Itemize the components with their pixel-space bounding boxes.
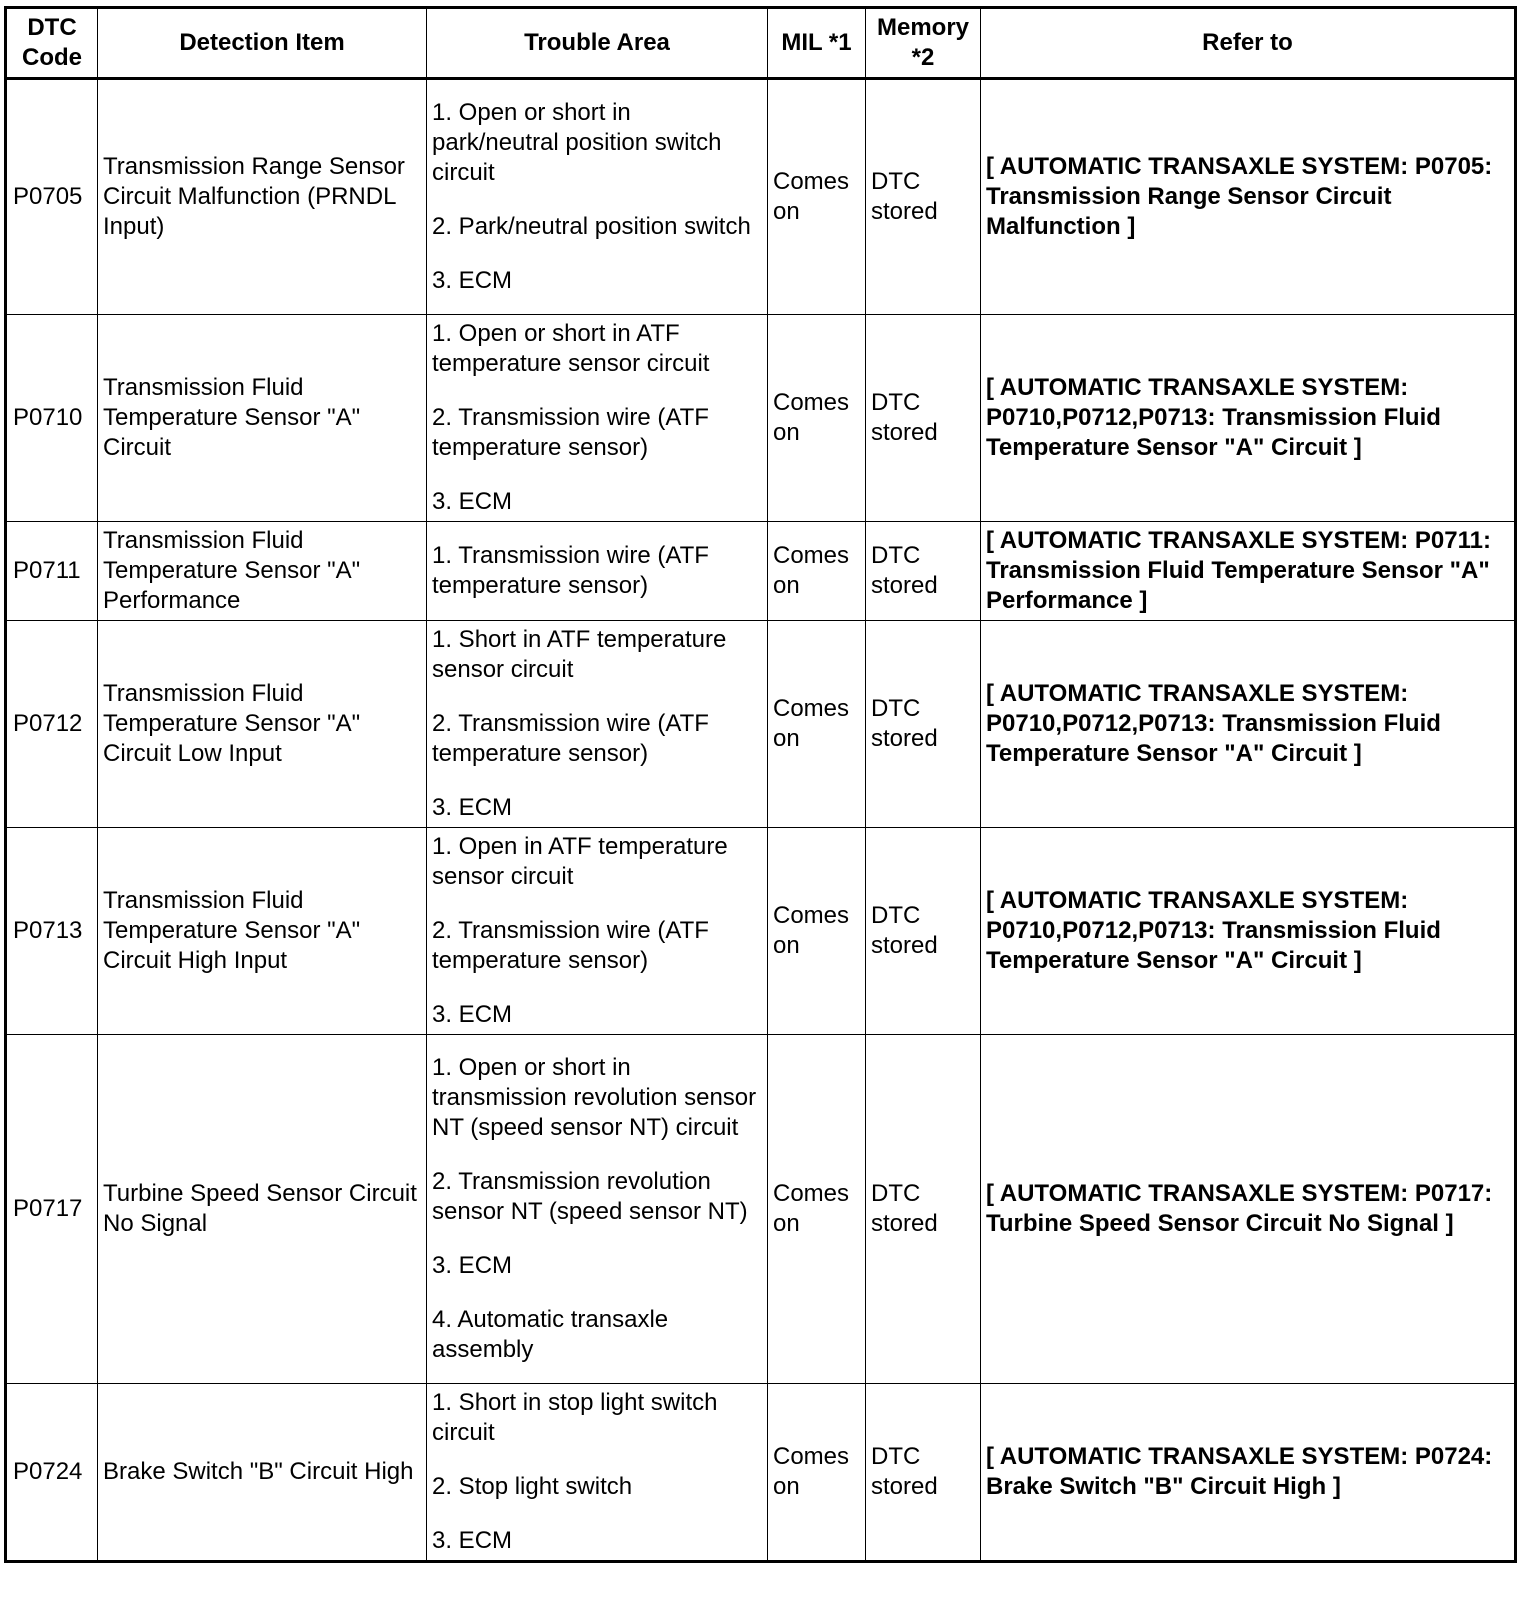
trouble-area-cell bbox=[427, 621, 768, 828]
detection-item-cell: Transmission Fluid Temperature Sensor "A" Circuit Low Input bbox=[98, 621, 427, 828]
trouble-area-item: 3. ECM bbox=[432, 267, 513, 294]
trouble-area-item: 2. Transmission revolution sensor NT (speed sensor NT) bbox=[432, 1168, 748, 1225]
memory-cell: DTC stored bbox=[866, 621, 981, 828]
trouble-area-cell bbox=[427, 828, 768, 1035]
header-dtc-code: DTC Code bbox=[6, 8, 98, 79]
trouble-area-item: 1. Short in ATF temperature sensor circuit bbox=[432, 626, 727, 683]
trouble-area-cell bbox=[427, 522, 768, 621]
header-row bbox=[6, 8, 1516, 79]
dtc-code-cell: P0724 bbox=[6, 1384, 98, 1562]
dtc-code-cell: P0712 bbox=[6, 621, 98, 828]
dtc-code-cell: P0713 bbox=[6, 828, 98, 1035]
table-row bbox=[6, 828, 1516, 1035]
trouble-area-item: 1. Open or short in park/neutral position switch circuit bbox=[432, 99, 722, 186]
trouble-area-cell bbox=[427, 315, 768, 522]
trouble-area-cell bbox=[427, 79, 768, 315]
trouble-area-item: 2. Transmission wire (ATF temperature sensor) bbox=[432, 710, 709, 767]
dtc-code-cell: P0717 bbox=[6, 1035, 98, 1384]
trouble-area-item: 2. Stop light switch bbox=[432, 1473, 633, 1500]
dtc-code-cell: P0705 bbox=[6, 79, 98, 315]
mil-cell: Comes on bbox=[768, 315, 866, 522]
trouble-area-item: 2. Transmission wire (ATF temperature sensor) bbox=[432, 917, 709, 974]
trouble-area-item: 3. ECM bbox=[432, 1252, 513, 1279]
memory-cell: DTC stored bbox=[866, 1384, 981, 1562]
mil-cell: Comes on bbox=[768, 1035, 866, 1384]
trouble-area-item: 2. Transmission wire (ATF temperature sensor) bbox=[432, 404, 709, 461]
trouble-area-item: 3. ECM bbox=[432, 794, 513, 821]
trouble-area-item: 3. ECM bbox=[432, 1001, 513, 1028]
detection-item-cell: Turbine Speed Sensor Circuit No Signal bbox=[98, 1035, 427, 1384]
trouble-area-item: 1. Short in stop light switch circuit bbox=[432, 1389, 718, 1446]
table-row bbox=[6, 1035, 1516, 1384]
mil-cell: Comes on bbox=[768, 79, 866, 315]
trouble-area-cell bbox=[427, 1384, 768, 1562]
trouble-area-item: 1. Open or short in transmission revolution sensor NT (speed sensor NT) circuit bbox=[432, 1054, 757, 1141]
memory-cell: DTC stored bbox=[866, 522, 981, 621]
refer-to-cell: [ AUTOMATIC TRANSAXLE SYSTEM: P0710,P0712,P0713: Transmission Fluid Temperature Sensor "A" Circuit ] bbox=[981, 621, 1516, 828]
table-row bbox=[6, 621, 1516, 828]
detection-item-cell: Transmission Fluid Temperature Sensor "A" Circuit High Input bbox=[98, 828, 427, 1035]
trouble-area-item: 4. Automatic transaxle assembly bbox=[432, 1306, 669, 1363]
mil-cell: Comes on bbox=[768, 522, 866, 621]
table-row bbox=[6, 1384, 1516, 1562]
header-detection-item: Detection Item bbox=[98, 8, 427, 79]
header-refer-to: Refer to bbox=[981, 8, 1516, 79]
table-row bbox=[6, 315, 1516, 522]
refer-to-cell: [ AUTOMATIC TRANSAXLE SYSTEM: P0710,P0712,P0713: Transmission Fluid Temperature Sensor "A" Circuit ] bbox=[981, 315, 1516, 522]
trouble-area-cell bbox=[427, 1035, 768, 1384]
memory-cell: DTC stored bbox=[866, 79, 981, 315]
header-mil: MIL *1 bbox=[768, 8, 866, 79]
detection-item-cell: Transmission Fluid Temperature Sensor "A" Performance bbox=[98, 522, 427, 621]
dtc-code-cell: P0710 bbox=[6, 315, 98, 522]
mil-cell: Comes on bbox=[768, 828, 866, 1035]
refer-to-cell: [ AUTOMATIC TRANSAXLE SYSTEM: P0710,P0712,P0713: Transmission Fluid Temperature Sensor "A" Circuit ] bbox=[981, 828, 1516, 1035]
detection-item-cell: Transmission Fluid Temperature Sensor "A" Circuit bbox=[98, 315, 427, 522]
trouble-area-item: 2. Park/neutral position switch bbox=[432, 213, 751, 240]
dtc-table bbox=[4, 6, 1517, 1563]
table-row bbox=[6, 79, 1516, 315]
header-memory: Memory *2 bbox=[866, 8, 981, 79]
trouble-area-item: 1. Open or short in ATF temperature sensor circuit bbox=[432, 320, 710, 377]
trouble-area-item: 1. Transmission wire (ATF temperature sensor) bbox=[432, 542, 709, 599]
table-row bbox=[6, 522, 1516, 621]
memory-cell: DTC stored bbox=[866, 828, 981, 1035]
mil-cell: Comes on bbox=[768, 621, 866, 828]
detection-item-cell: Brake Switch "B" Circuit High bbox=[98, 1384, 427, 1562]
trouble-area-item: 1. Open in ATF temperature sensor circuit bbox=[432, 833, 728, 890]
trouble-area-item: 3. ECM bbox=[432, 488, 513, 515]
mil-cell: Comes on bbox=[768, 1384, 866, 1562]
refer-to-cell: [ AUTOMATIC TRANSAXLE SYSTEM: P0705: Transmission Range Sensor Circuit Malfunction ] bbox=[981, 79, 1516, 315]
header-trouble-area: Trouble Area bbox=[427, 8, 768, 79]
refer-to-cell: [ AUTOMATIC TRANSAXLE SYSTEM: P0724: Brake Switch "B" Circuit High ] bbox=[981, 1384, 1516, 1562]
refer-to-cell: [ AUTOMATIC TRANSAXLE SYSTEM: P0717: Turbine Speed Sensor Circuit No Signal ] bbox=[981, 1035, 1516, 1384]
trouble-area-item: 3. ECM bbox=[432, 1527, 513, 1554]
memory-cell: DTC stored bbox=[866, 315, 981, 522]
dtc-code-cell: P0711 bbox=[6, 522, 98, 621]
detection-item-cell: Transmission Range Sensor Circuit Malfunction (PRNDL Input) bbox=[98, 79, 427, 315]
refer-to-cell: [ AUTOMATIC TRANSAXLE SYSTEM: P0711: Transmission Fluid Temperature Sensor "A" Performance ] bbox=[981, 522, 1516, 621]
memory-cell: DTC stored bbox=[866, 1035, 981, 1384]
